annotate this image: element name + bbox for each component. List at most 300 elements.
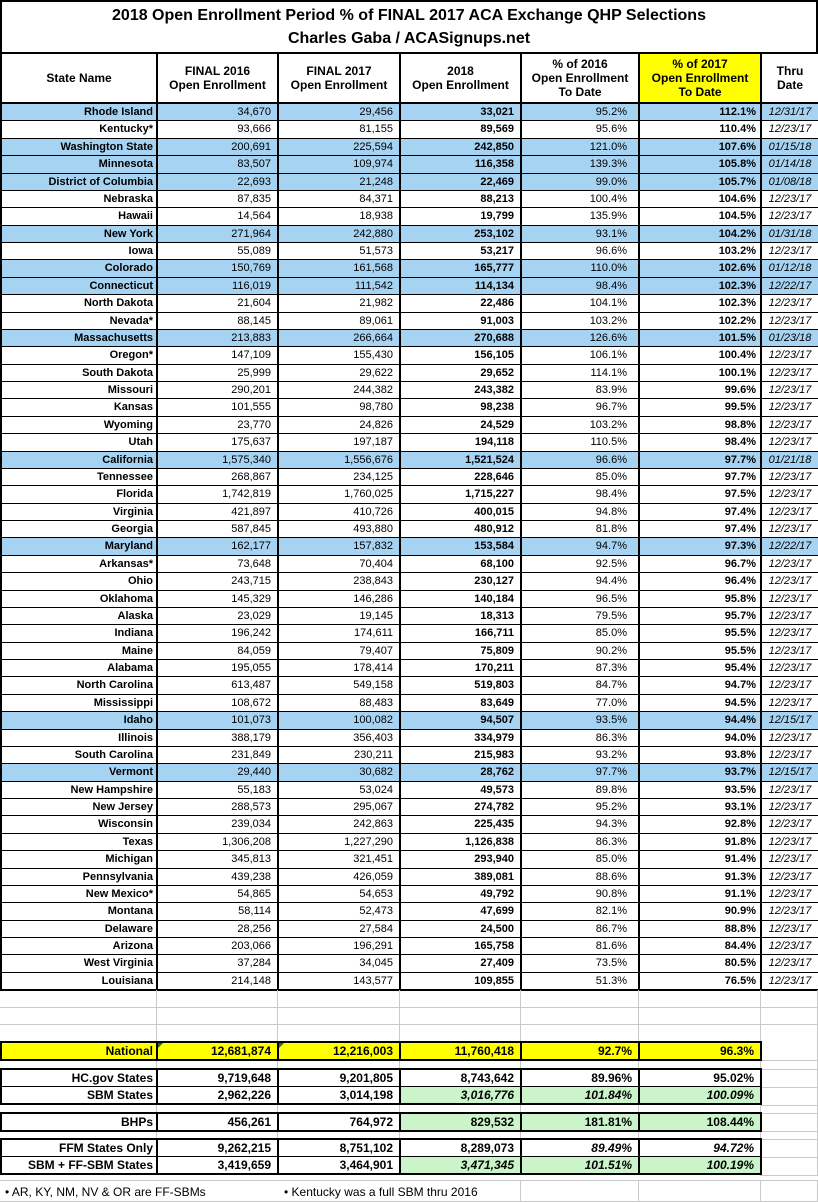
summary-value-cell: 100.19% — [639, 1157, 761, 1175]
enroll-2018-cell: 274,782 — [400, 799, 521, 816]
enroll-2018-cell: 116,358 — [400, 156, 521, 173]
pct-of-2017-cell: 93.1% — [639, 799, 761, 816]
table-row — [1, 347, 818, 364]
thru-date-cell: 12/23/17 — [761, 312, 818, 329]
table-row — [1, 660, 818, 677]
thru-date-cell: 12/22/17 — [761, 538, 818, 555]
thru-date-cell: 12/23/17 — [761, 868, 818, 885]
enroll-2018-cell: 49,573 — [400, 781, 521, 798]
final-2016-cell: 239,034 — [157, 816, 278, 833]
pct-of-2016-cell: 84.7% — [521, 677, 639, 694]
summary-value-cell: 101.51% — [521, 1157, 639, 1175]
state-name-cell: North Dakota — [1, 295, 157, 312]
summary-value-cell: 3,419,659 — [157, 1157, 278, 1175]
pct-of-2017-cell: 100.1% — [639, 364, 761, 381]
enroll-2018-cell: 75,809 — [400, 642, 521, 659]
final-2017-cell: 238,843 — [278, 573, 400, 590]
final-2016-cell: 55,183 — [157, 781, 278, 798]
summary-value-cell: 829,532 — [400, 1113, 521, 1131]
state-name-cell: Colorado — [1, 260, 157, 277]
pct-of-2017-cell: 97.7% — [639, 468, 761, 485]
final-2017-cell: 21,982 — [278, 295, 400, 312]
state-name-cell: Iowa — [1, 243, 157, 260]
final-2016-cell: 84,059 — [157, 642, 278, 659]
pct-of-2017-cell: 104.5% — [639, 208, 761, 225]
thru-date-cell: 01/14/18 — [761, 156, 818, 173]
summary-value-cell: 3,464,901 — [278, 1157, 400, 1175]
pct-of-2016-cell: 86.7% — [521, 920, 639, 937]
final-2016-cell: 1,306,208 — [157, 833, 278, 850]
final-2017-cell: 155,430 — [278, 347, 400, 364]
summary-label-bhps: BHPs — [1, 1113, 157, 1131]
final-2016-cell: 73,648 — [157, 555, 278, 572]
table-row — [1, 295, 818, 312]
final-2016-cell: 101,555 — [157, 399, 278, 416]
final-2016-cell: 243,715 — [157, 573, 278, 590]
enroll-2018-cell: 519,803 — [400, 677, 521, 694]
state-name-cell: Alabama — [1, 660, 157, 677]
final-2016-cell: 88,145 — [157, 312, 278, 329]
final-2016-cell: 23,029 — [157, 607, 278, 624]
gridline — [0, 1024, 818, 1025]
summary-value-cell: 101.84% — [521, 1087, 639, 1105]
final-2016-cell: 587,845 — [157, 521, 278, 538]
pct-of-2016-cell: 81.6% — [521, 938, 639, 955]
state-name-cell: Oklahoma — [1, 590, 157, 607]
thru-date-cell: 12/23/17 — [761, 590, 818, 607]
pct-of-2017-cell: 102.6% — [639, 260, 761, 277]
table-row — [1, 799, 818, 816]
state-name-cell: West Virginia — [1, 955, 157, 972]
summary-value-cell: 89.49% — [521, 1139, 639, 1157]
enroll-2018-cell: 94,507 — [400, 712, 521, 729]
thru-date-cell: 12/23/17 — [761, 625, 818, 642]
final-2017-cell: 21,248 — [278, 173, 400, 190]
table-row — [1, 329, 818, 346]
summary-table — [0, 1112, 762, 1132]
thru-date-cell: 12/23/17 — [761, 833, 818, 850]
final-2017-cell: 321,451 — [278, 851, 400, 868]
state-name-cell: Louisiana — [1, 972, 157, 990]
pct-of-2016-cell: 95.2% — [521, 103, 639, 121]
state-name-cell: Rhode Island — [1, 103, 157, 121]
enroll-2018-cell: 18,313 — [400, 607, 521, 624]
state-name-cell: Wisconsin — [1, 816, 157, 833]
pct-of-2016-cell: 94.4% — [521, 573, 639, 590]
summary-value-cell: 3,016,776 — [400, 1087, 521, 1105]
thru-date-cell: 12/23/17 — [761, 503, 818, 520]
thru-date-cell: 12/23/17 — [761, 903, 818, 920]
final-2017-cell: 88,483 — [278, 694, 400, 711]
final-2017-cell: 196,291 — [278, 938, 400, 955]
table-row — [1, 416, 818, 433]
thru-date-cell: 01/15/18 — [761, 138, 818, 155]
title-line-1: 2018 Open Enrollment Period % of FINAL 2017 ACA Exchange QHP Selections — [112, 7, 706, 24]
enroll-2018-cell: 89,569 — [400, 121, 521, 138]
state-name-cell: Wyoming — [1, 416, 157, 433]
enroll-2018-cell: 334,979 — [400, 729, 521, 746]
summary-value-cell: 108.44% — [639, 1113, 761, 1131]
pct-of-2016-cell: 100.4% — [521, 190, 639, 207]
thru-date-cell: 12/23/17 — [761, 642, 818, 659]
thru-date-cell: 12/23/17 — [761, 521, 818, 538]
state-name-cell: Montana — [1, 903, 157, 920]
thru-date-cell: 12/23/17 — [761, 816, 818, 833]
summary-value-cell: 3,471,345 — [400, 1157, 521, 1175]
final-2017-cell: 143,577 — [278, 972, 400, 990]
state-name-cell: Maryland — [1, 538, 157, 555]
enroll-2018-cell: 194,118 — [400, 434, 521, 451]
thru-date-cell: 12/23/17 — [761, 468, 818, 485]
pct-of-2017-cell: 102.3% — [639, 295, 761, 312]
state-name-cell: Florida — [1, 486, 157, 503]
final-2016-cell: 25,999 — [157, 364, 278, 381]
title-line-2: Charles Gaba / ACASignups.net — [287, 30, 531, 47]
summary-value-cell: 8,751,102 — [278, 1139, 400, 1157]
table-row — [1, 399, 818, 416]
state-name-cell: North Carolina — [1, 677, 157, 694]
summary-value-cell: 94.72% — [639, 1139, 761, 1157]
pct-of-2016-cell: 86.3% — [521, 833, 639, 850]
summary-value-cell: 9,719,648 — [157, 1069, 278, 1087]
thru-date-cell: 01/08/18 — [761, 173, 818, 190]
table-row — [1, 538, 818, 555]
state-name-cell: California — [1, 451, 157, 468]
state-name-cell: Utah — [1, 434, 157, 451]
enroll-2018-cell: 166,711 — [400, 625, 521, 642]
table-row — [1, 1139, 761, 1157]
final-2017-cell: 178,414 — [278, 660, 400, 677]
pct-of-2016-cell: 104.1% — [521, 295, 639, 312]
table-row — [1, 573, 818, 590]
pct-of-2016-cell: 98.4% — [521, 277, 639, 294]
thru-date-cell: 01/12/18 — [761, 260, 818, 277]
enroll-2018-cell: 230,127 — [400, 573, 521, 590]
pct-of-2017-cell: 97.4% — [639, 521, 761, 538]
table-row — [1, 225, 818, 242]
final-2017-cell: 174,611 — [278, 625, 400, 642]
state-name-cell: Ohio — [1, 573, 157, 590]
final-2017-cell: 84,371 — [278, 190, 400, 207]
enroll-2018-cell: 28,762 — [400, 764, 521, 781]
enroll-2018-cell: 19,799 — [400, 208, 521, 225]
pct-of-2016-cell: 110.0% — [521, 260, 639, 277]
table-row — [1, 816, 818, 833]
pct-of-2017-cell: 94.0% — [639, 729, 761, 746]
enroll-2018-cell: 242,850 — [400, 138, 521, 155]
table-row — [1, 468, 818, 485]
table-row — [1, 677, 818, 694]
pct-of-2016-cell: 135.9% — [521, 208, 639, 225]
pct-of-2016-cell: 81.8% — [521, 521, 639, 538]
summary-value-cell: 181.81% — [521, 1113, 639, 1131]
summary-table — [0, 1068, 762, 1105]
summary-value-cell: 89.96% — [521, 1069, 639, 1087]
gridline — [760, 1087, 818, 1088]
thru-date-cell: 12/23/17 — [761, 972, 818, 990]
final-2017-cell: 225,594 — [278, 138, 400, 155]
state-name-cell: New Mexico* — [1, 885, 157, 902]
final-2017-cell: 81,155 — [278, 121, 400, 138]
state-name-cell: Delaware — [1, 920, 157, 937]
gridline — [399, 990, 400, 1042]
enroll-2018-cell: 1,715,227 — [400, 486, 521, 503]
thru-date-cell: 12/23/17 — [761, 573, 818, 590]
table-row — [1, 694, 818, 711]
state-name-cell: Idaho — [1, 712, 157, 729]
state-name-cell: Oregon* — [1, 347, 157, 364]
pct-of-2017-cell: 101.5% — [639, 329, 761, 346]
thru-date-cell: 12/23/17 — [761, 208, 818, 225]
summary-value-cell: 9,262,215 — [157, 1139, 278, 1157]
pct-of-2017-cell: 97.5% — [639, 486, 761, 503]
pct-of-2017-cell: 95.4% — [639, 660, 761, 677]
pct-of-2017-cell: 98.8% — [639, 416, 761, 433]
thru-date-cell: 12/23/17 — [761, 121, 818, 138]
table-row — [1, 243, 818, 260]
pct-of-2016-cell: 73.5% — [521, 955, 639, 972]
pct-of-2016-cell: 94.8% — [521, 503, 639, 520]
final-2017-cell: 19,145 — [278, 607, 400, 624]
summary-value-cell: 8,289,073 — [400, 1139, 521, 1157]
final-2016-cell: 93,666 — [157, 121, 278, 138]
table-row — [1, 277, 818, 294]
state-name-cell: Mississippi — [1, 694, 157, 711]
pct-of-2016-cell: 90.8% — [521, 885, 639, 902]
enroll-2018-cell: 153,584 — [400, 538, 521, 555]
final-2017-cell: 242,880 — [278, 225, 400, 242]
final-2017-cell: 29,456 — [278, 103, 400, 121]
col-header-of-2016-open-enrollment-to-date: % of 2016 Open Enrollment To Date — [521, 53, 639, 103]
thru-date-cell: 12/23/17 — [761, 660, 818, 677]
table-row — [1, 764, 818, 781]
final-2017-cell: 53,024 — [278, 781, 400, 798]
final-2016-cell: 231,849 — [157, 746, 278, 763]
final-2016-cell: 388,179 — [157, 729, 278, 746]
final-2017-cell: 242,863 — [278, 816, 400, 833]
final-2016-cell: 288,573 — [157, 799, 278, 816]
pct-of-2016-cell: 85.0% — [521, 625, 639, 642]
table-row — [1, 138, 818, 155]
table-row — [1, 642, 818, 659]
pct-of-2016-cell: 88.6% — [521, 868, 639, 885]
final-2016-cell: 345,813 — [157, 851, 278, 868]
pct-of-2016-cell: 96.6% — [521, 451, 639, 468]
state-name-cell: Illinois — [1, 729, 157, 746]
state-name-cell: Kentucky* — [1, 121, 157, 138]
final-2016-cell: 21,604 — [157, 295, 278, 312]
pct-of-2016-cell: 106.1% — [521, 347, 639, 364]
table-row — [1, 746, 818, 763]
summary-label-hc-gov-states: HC.gov States — [1, 1069, 157, 1087]
thru-date-cell: 12/23/17 — [761, 555, 818, 572]
pct-of-2017-cell: 95.5% — [639, 625, 761, 642]
final-2017-cell: 493,880 — [278, 521, 400, 538]
pct-of-2017-cell: 94.4% — [639, 712, 761, 729]
pct-of-2016-cell: 99.0% — [521, 173, 639, 190]
thru-date-cell: 12/23/17 — [761, 243, 818, 260]
final-2016-cell: 147,109 — [157, 347, 278, 364]
final-2016-cell: 213,883 — [157, 329, 278, 346]
enroll-2018-cell: 140,184 — [400, 590, 521, 607]
table-row — [1, 486, 818, 503]
gridline — [760, 1180, 761, 1201]
summary-label-ffm-states-only: FFM States Only — [1, 1139, 157, 1157]
enroll-2018-cell: 68,100 — [400, 555, 521, 572]
final-2017-cell: 1,556,676 — [278, 451, 400, 468]
pct-of-2017-cell: 93.5% — [639, 781, 761, 798]
table-row — [1, 208, 818, 225]
pct-of-2017-cell: 91.3% — [639, 868, 761, 885]
table-row — [1, 712, 818, 729]
thru-date-cell: 12/23/17 — [761, 347, 818, 364]
final-2017-cell: 157,832 — [278, 538, 400, 555]
enroll-2018-cell: 293,940 — [400, 851, 521, 868]
final-2016-cell: 175,637 — [157, 434, 278, 451]
enroll-2018-cell: 53,217 — [400, 243, 521, 260]
state-name-cell: Indiana — [1, 625, 157, 642]
state-name-cell: Virginia — [1, 503, 157, 520]
pct-of-2017-cell: 95.7% — [639, 607, 761, 624]
summary-value-cell: 12,216,003 — [278, 1042, 400, 1060]
pct-of-2017-cell: 95.5% — [639, 642, 761, 659]
final-2017-cell: 51,573 — [278, 243, 400, 260]
table-row — [1, 729, 818, 746]
final-2017-cell: 30,682 — [278, 764, 400, 781]
pct-of-2016-cell: 110.5% — [521, 434, 639, 451]
table-row — [1, 938, 818, 955]
final-2016-cell: 613,487 — [157, 677, 278, 694]
summary-value-cell: 11,760,418 — [400, 1042, 521, 1060]
table-row — [1, 920, 818, 937]
state-name-cell: Nevada* — [1, 312, 157, 329]
final-2016-cell: 195,055 — [157, 660, 278, 677]
pct-of-2017-cell: 94.7% — [639, 677, 761, 694]
enroll-2018-cell: 83,649 — [400, 694, 521, 711]
pct-of-2016-cell: 93.5% — [521, 712, 639, 729]
final-2016-cell: 1,742,819 — [157, 486, 278, 503]
final-2016-cell: 29,440 — [157, 764, 278, 781]
pct-of-2016-cell: 103.2% — [521, 312, 639, 329]
summary-label-sbm-states: SBM States — [1, 1087, 157, 1105]
pct-of-2017-cell: 104.2% — [639, 225, 761, 242]
pct-of-2017-cell: 97.4% — [639, 503, 761, 520]
final-2016-cell: 203,066 — [157, 938, 278, 955]
final-2016-cell: 290,201 — [157, 382, 278, 399]
table-row — [1, 1113, 761, 1131]
state-name-cell: Missouri — [1, 382, 157, 399]
gridline — [0, 1007, 818, 1008]
enroll-2018-cell: 156,105 — [400, 347, 521, 364]
enroll-2018-cell: 228,646 — [400, 468, 521, 485]
thru-date-cell: 12/23/17 — [761, 746, 818, 763]
final-2017-cell: 29,622 — [278, 364, 400, 381]
pct-of-2017-cell: 110.4% — [639, 121, 761, 138]
pct-of-2017-cell: 80.5% — [639, 955, 761, 972]
summary-value-cell: 9,201,805 — [278, 1069, 400, 1087]
pct-of-2016-cell: 89.8% — [521, 781, 639, 798]
table-row — [1, 434, 818, 451]
summary-value-cell: 100.09% — [639, 1087, 761, 1105]
enroll-2018-cell: 109,855 — [400, 972, 521, 990]
summary-value-cell: 764,972 — [278, 1113, 400, 1131]
footnote-kentucky: • Kentucky was a full SBM thru 2016 — [284, 1185, 478, 1199]
state-name-cell: New York — [1, 225, 157, 242]
final-2017-cell: 266,664 — [278, 329, 400, 346]
thru-date-cell: 12/22/17 — [761, 277, 818, 294]
table-row — [1, 1069, 761, 1087]
final-2017-cell: 426,059 — [278, 868, 400, 885]
final-2016-cell: 268,867 — [157, 468, 278, 485]
final-2016-cell: 23,770 — [157, 416, 278, 433]
pct-of-2017-cell: 100.4% — [639, 347, 761, 364]
final-2017-cell: 24,826 — [278, 416, 400, 433]
enroll-2018-cell: 243,382 — [400, 382, 521, 399]
thru-date-cell: 12/23/17 — [761, 955, 818, 972]
final-2017-cell: 234,125 — [278, 468, 400, 485]
final-2017-cell: 549,158 — [278, 677, 400, 694]
pct-of-2017-cell: 99.6% — [639, 382, 761, 399]
pct-of-2017-cell: 94.5% — [639, 694, 761, 711]
gridline — [156, 990, 157, 1042]
final-2017-cell: 111,542 — [278, 277, 400, 294]
summary-value-cell: 2,962,226 — [157, 1087, 278, 1105]
final-2017-cell: 295,067 — [278, 799, 400, 816]
final-2016-cell: 101,073 — [157, 712, 278, 729]
table-row — [1, 364, 818, 381]
pct-of-2016-cell: 92.5% — [521, 555, 639, 572]
pct-of-2016-cell: 87.3% — [521, 660, 639, 677]
gridline — [760, 1157, 818, 1158]
gridline — [520, 990, 521, 1042]
thru-date-cell: 12/23/17 — [761, 190, 818, 207]
footnote-ffsbm: • AR, KY, NM, NV & OR are FF-SBMs — [5, 1185, 206, 1199]
enroll-2018-cell: 215,983 — [400, 746, 521, 763]
table-row — [1, 607, 818, 624]
thru-date-cell: 12/23/17 — [761, 677, 818, 694]
enroll-2018-cell: 253,102 — [400, 225, 521, 242]
enroll-2018-cell: 22,486 — [400, 295, 521, 312]
table-row — [1, 781, 818, 798]
final-2017-cell: 356,403 — [278, 729, 400, 746]
col-header-state-name: State Name — [1, 53, 157, 103]
state-name-cell: Washington State — [1, 138, 157, 155]
pct-of-2016-cell: 93.1% — [521, 225, 639, 242]
gridline — [638, 1180, 639, 1201]
gridline — [760, 1131, 818, 1132]
thru-date-cell: 12/23/17 — [761, 382, 818, 399]
pct-of-2016-cell: 82.1% — [521, 903, 639, 920]
pct-of-2017-cell: 84.4% — [639, 938, 761, 955]
table-row — [1, 382, 818, 399]
national-total-row — [0, 1041, 762, 1061]
final-2017-cell: 109,974 — [278, 156, 400, 173]
final-2017-cell: 230,211 — [278, 746, 400, 763]
pct-of-2016-cell: 103.2% — [521, 416, 639, 433]
final-2017-cell: 161,568 — [278, 260, 400, 277]
pct-of-2016-cell: 94.7% — [521, 538, 639, 555]
final-2017-cell: 100,082 — [278, 712, 400, 729]
pct-of-2017-cell: 93.8% — [639, 746, 761, 763]
final-2016-cell: 200,691 — [157, 138, 278, 155]
final-2017-cell: 410,726 — [278, 503, 400, 520]
thru-date-cell: 12/23/17 — [761, 486, 818, 503]
thru-date-cell: 12/23/17 — [761, 938, 818, 955]
table-row — [1, 451, 818, 468]
thru-date-cell: 12/23/17 — [761, 364, 818, 381]
state-name-cell: District of Columbia — [1, 173, 157, 190]
pct-of-2016-cell: 83.9% — [521, 382, 639, 399]
